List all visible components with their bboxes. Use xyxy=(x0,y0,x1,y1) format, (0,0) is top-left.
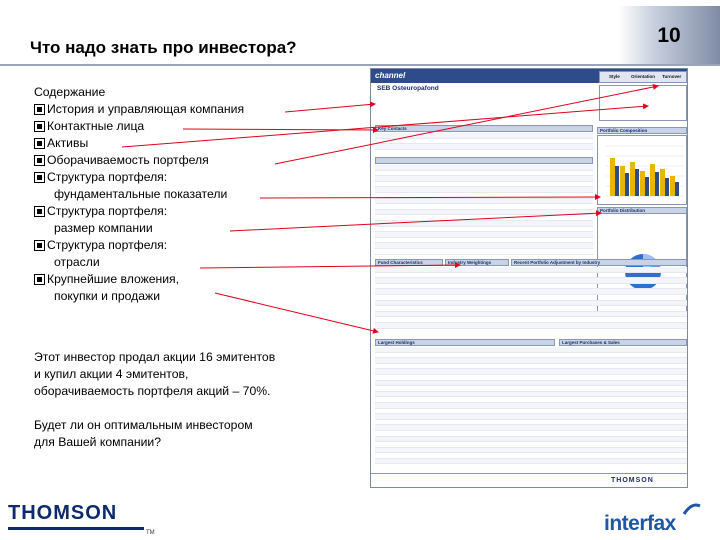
list-item: Крупнейшие вложения, xyxy=(34,271,334,288)
contents-list xyxy=(34,84,334,305)
checkbox-bullet-icon xyxy=(34,155,45,166)
style-header: Style Orientation Turnover xyxy=(599,71,687,83)
checkbox-bullet-icon xyxy=(34,240,45,251)
recent-adjustment-header: Recent Portfolio Adjustment by Industry xyxy=(511,259,687,266)
largest-holdings-header: Largest Holdings xyxy=(375,339,555,346)
report-brand: channel xyxy=(375,71,406,80)
assets-box xyxy=(599,85,687,121)
slide-title: Что надо знать про инвестора? xyxy=(30,38,297,57)
list-item: Структура портфеля: xyxy=(34,203,334,220)
portfolio-composition-chart xyxy=(597,135,687,205)
list-item: Структура портфеля: xyxy=(34,169,334,186)
industry-weightings-header: Industry Weightings xyxy=(445,259,509,266)
thomson-logo xyxy=(8,502,148,528)
checkbox-bullet-icon xyxy=(34,121,45,132)
thomson-wordmark: THOMSON xyxy=(8,502,118,524)
checkbox-bullet-icon xyxy=(34,172,45,183)
report-footer-logo: THOMSON xyxy=(611,477,654,484)
characteristics-rows xyxy=(375,267,687,329)
portfolio-distribution-header: Portfolio Distribution xyxy=(597,207,687,214)
thomson-underline xyxy=(8,527,144,530)
key-contacts-rows xyxy=(375,133,593,151)
list-item: Контактные лица xyxy=(34,118,334,135)
largest-purchases-header: Largest Purchases & Sales xyxy=(559,339,687,346)
list-item: Структура портфеля: xyxy=(34,237,334,254)
report-fund-name: SEB Osteuropafond xyxy=(377,85,439,92)
interfax-logo: interfax xyxy=(604,512,676,535)
contents-heading: Содержание xyxy=(34,85,106,99)
list-item-continuation: размер компании xyxy=(54,221,153,235)
list-item: Оборачиваемость портфеля xyxy=(34,152,334,169)
investor-summary-paragraph: Этот инвестор продал акции 16 эмитентов и купил акции 4 эмитентов, оборачиваемость портфеля акций – 70%. xyxy=(34,350,276,398)
question-paragraph: Будет ли он оптимальным инвестором для Вашей компании? xyxy=(34,418,253,449)
checkbox-bullet-icon xyxy=(34,206,45,217)
trademark-mark: TM xyxy=(146,530,155,536)
holdings-rows xyxy=(375,347,687,469)
checkbox-bullet-icon xyxy=(34,104,45,115)
report-footer xyxy=(371,473,688,488)
list-item: История и управляющая компания xyxy=(34,101,334,118)
page-number: 10 xyxy=(657,24,681,47)
checkbox-bullet-icon xyxy=(34,138,45,149)
key-contacts-header: Key Contacts xyxy=(375,125,593,132)
list-item-continuation: покупки и продажи xyxy=(54,289,160,303)
checkbox-bullet-icon xyxy=(34,274,45,285)
investment-approach-text xyxy=(375,165,593,255)
interfax-swoosh-icon xyxy=(682,500,702,516)
portfolio-composition-header: Portfolio Composition xyxy=(597,127,687,134)
list-item-continuation: фундаментальные показатели xyxy=(54,187,228,201)
list-item-continuation: отрасли xyxy=(54,255,100,269)
title-divider xyxy=(0,64,720,66)
page-number-box xyxy=(618,6,720,64)
composition-bars xyxy=(598,136,688,206)
fund-characteristics-header: Fund Characteristics xyxy=(375,259,443,266)
investment-approach-header xyxy=(375,157,593,164)
investor-report-image xyxy=(370,68,688,488)
list-item: Активы xyxy=(34,135,334,152)
